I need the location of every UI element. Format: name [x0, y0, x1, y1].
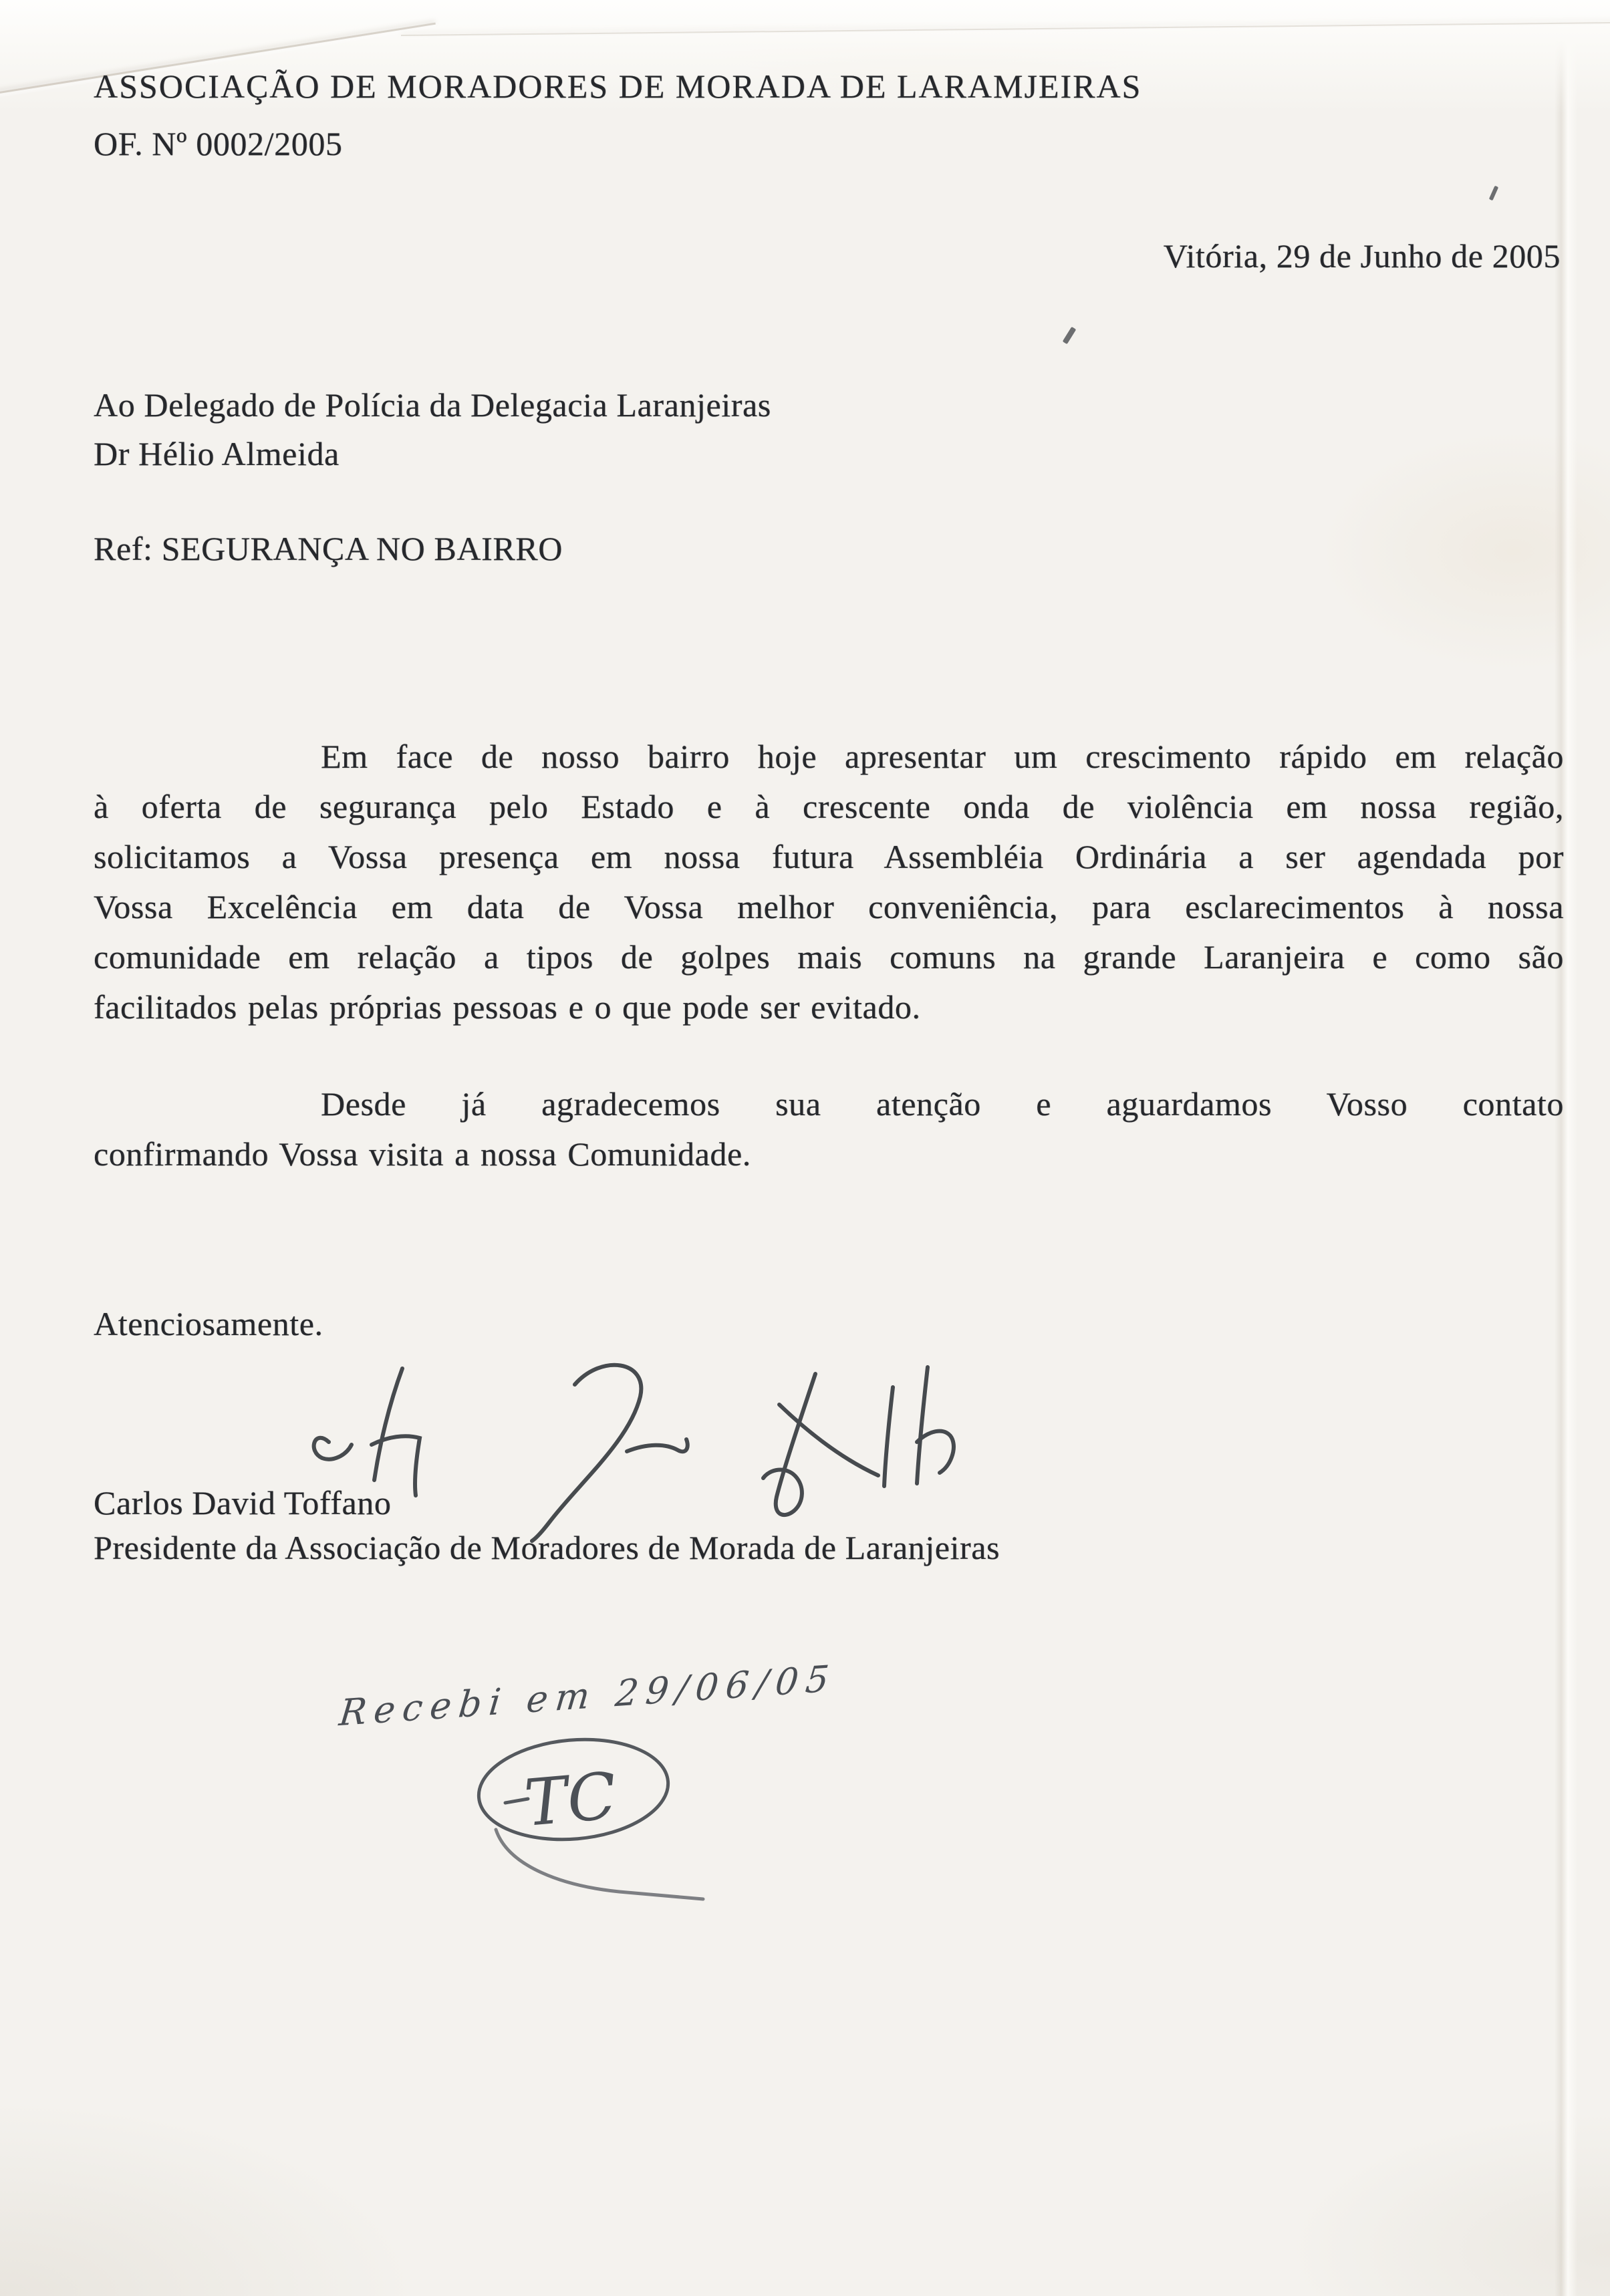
- letterhead-org-name: ASSOCIAÇÃO DE MORADORES DE MORADA DE LARAMJEIRAS: [94, 67, 1142, 105]
- text-line: confirmando Vossa visita a nossa Comunidade.: [94, 1135, 751, 1173]
- text-line: à oferta de segurança pelo Estado e à crescente onda de violência em nossa região,: [94, 788, 1564, 825]
- closing-salutation: Atenciosamente.: [94, 1305, 323, 1342]
- date-line: Vitória, 29 de Junho de 2005: [1163, 237, 1561, 275]
- text-line: Em face de nosso bairro hoje apresentar um crescimento rápido em relação: [321, 738, 1564, 775]
- pen-speck: [1489, 186, 1498, 201]
- letterhead-ref-number: OF. Nº 0002/2005: [94, 125, 343, 162]
- body-paragraph-2: [94, 1079, 1564, 1179]
- recipient-line-2: Dr Hélio Almeida: [94, 435, 340, 472]
- received-note: Recebi em 29/06/05: [337, 1657, 839, 1735]
- text-line: solicitamos a Vossa presença em nossa futura Assembléia Ordinária a ser agendada por: [94, 838, 1564, 875]
- received-initials: TC: [521, 1758, 620, 1841]
- text-line: facilitados pelas próprias pessoas e o que pode ser evitado.: [94, 988, 921, 1026]
- signer-name: Carlos David Toffano: [94, 1484, 392, 1522]
- pen-speck: [1063, 327, 1077, 344]
- text-line: Vossa Excelência em data de Vossa melhor conveniência, para esclarecimentos à nossa: [94, 888, 1564, 925]
- received-initials-circle: [461, 1724, 902, 2011]
- paper-crease-top-right: [401, 22, 1610, 36]
- recipient-line-1: Ao Delegado de Polícia da Delegacia Laranjeiras: [94, 386, 771, 424]
- signer-title: Presidente da Associação de Moradores de Morada de Laranjeiras: [94, 1529, 1000, 1566]
- subject-line: Ref: SEGURANÇA NO BAIRRO: [94, 530, 563, 567]
- text-line: Desde já agradecemos sua atenção e aguardamos Vosso contato: [321, 1085, 1564, 1123]
- body-paragraph-1: [94, 732, 1564, 1032]
- text-line: comunidade em relação a tipos de golpes mais comuns na grande Laranjeira e como são: [94, 938, 1564, 976]
